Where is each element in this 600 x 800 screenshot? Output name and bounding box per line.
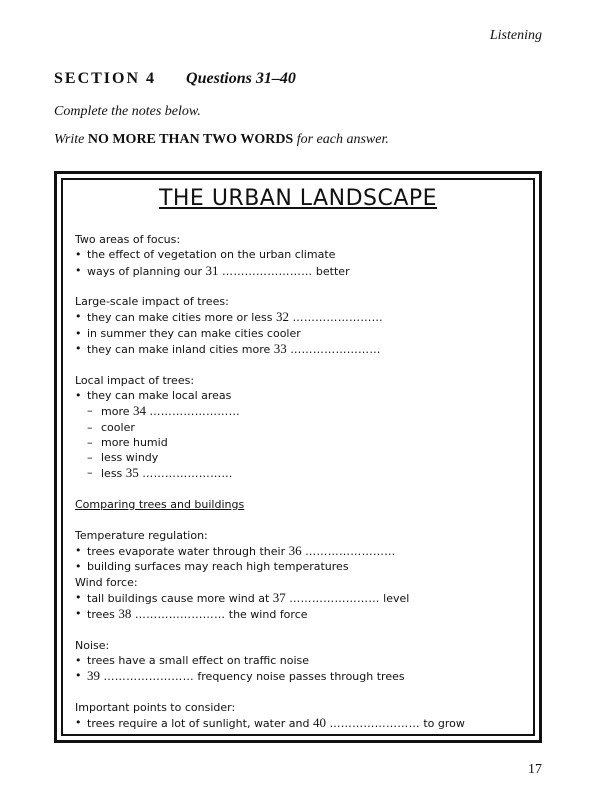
local-dash-1 bbox=[75, 403, 529, 419]
local-dash-4: – less windy bbox=[75, 450, 529, 465]
large-scale-heading: Large-scale impact of trees: bbox=[75, 295, 229, 309]
answer-blank-38[interactable]: …………………… bbox=[134, 608, 226, 622]
text: tall buildings cause more wind at bbox=[87, 591, 273, 605]
question-number-37: 37 bbox=[272, 589, 286, 605]
focus-heading: Two areas of focus: bbox=[75, 233, 181, 246]
noise-bullet-1: • trees have a small effect on traffic noise bbox=[75, 653, 529, 668]
question-number-35: 35 bbox=[125, 465, 139, 481]
text: better bbox=[312, 264, 350, 278]
text: to grow bbox=[419, 717, 465, 731]
local-dash-3: – more humid bbox=[75, 435, 529, 450]
temperature-bullet-1 bbox=[75, 543, 529, 559]
instruction-word-limit bbox=[54, 132, 389, 148]
text: ways of planning our bbox=[87, 264, 206, 278]
question-number-31: 31 bbox=[205, 262, 219, 278]
focus-bullet-2 bbox=[75, 263, 529, 279]
section-title: SECTION 4 bbox=[54, 70, 157, 87]
local-heading: Local impact of trees: bbox=[75, 373, 195, 387]
local-dash-5 bbox=[75, 465, 529, 481]
wind-heading: Wind force: bbox=[75, 575, 138, 589]
questions-range: Questions 31–40 bbox=[186, 70, 296, 87]
temperature-bullet-2: • building surfaces may reach high temperatures bbox=[75, 559, 529, 574]
text: trees evaporate water through their bbox=[87, 544, 289, 558]
large-scale-bullet-3 bbox=[75, 341, 529, 357]
instruction-complete: Complete the notes below. bbox=[54, 104, 201, 119]
large-scale-bullet-2: • in summer they can make cities cooler bbox=[75, 326, 529, 341]
question-number-34: 34 bbox=[133, 403, 146, 419]
answer-blank-34[interactable]: …………………… bbox=[149, 405, 240, 419]
important-heading: Important points to consider: bbox=[75, 700, 236, 714]
text: they can make inland cities more bbox=[87, 343, 274, 357]
answer-blank-35[interactable]: …………………… bbox=[142, 467, 233, 481]
question-number-40: 40 bbox=[312, 715, 326, 731]
focus-bullet-1: • the effect of vegetation on the urban climate bbox=[75, 247, 529, 262]
wind-bullet-1 bbox=[75, 590, 529, 606]
instruction-bold: NO MORE THAN TWO WORDS bbox=[87, 132, 294, 147]
question-number-38: 38 bbox=[118, 606, 132, 622]
instruction-pre: Write bbox=[54, 132, 88, 147]
notes-content bbox=[75, 232, 529, 732]
section-heading bbox=[54, 70, 296, 88]
answer-blank-31[interactable]: …………………… bbox=[222, 264, 313, 278]
notes-title: THE URBAN LANDSCAPE bbox=[158, 186, 438, 211]
answer-blank-40[interactable]: …………………… bbox=[329, 717, 420, 731]
temperature-heading: Temperature regulation: bbox=[75, 528, 208, 542]
question-number-39: 39 bbox=[87, 668, 100, 684]
text: they can make cities more or less bbox=[87, 311, 277, 325]
instruction-post: for each answer. bbox=[293, 132, 389, 147]
text: less bbox=[101, 467, 126, 481]
text: more bbox=[101, 405, 133, 419]
text: frequency noise passes through trees bbox=[193, 670, 405, 684]
wind-bullet-2 bbox=[75, 606, 529, 622]
answer-blank-37[interactable]: …………………… bbox=[289, 591, 380, 605]
question-number-36: 36 bbox=[288, 542, 302, 558]
text: the wind force bbox=[225, 608, 308, 622]
answer-blank-36[interactable]: …………………… bbox=[305, 544, 396, 558]
answer-blank-39[interactable]: …………………… bbox=[103, 670, 194, 684]
header-label: Listening bbox=[489, 28, 542, 43]
large-scale-bullet-1 bbox=[75, 309, 529, 325]
text: trees require a lot of sunlight, water and bbox=[87, 717, 313, 731]
comparing-heading: Comparing trees and buildings bbox=[75, 498, 245, 512]
text: level bbox=[379, 591, 410, 605]
notes-box bbox=[54, 171, 542, 743]
local-bullet-1: • they can make local areas bbox=[75, 388, 529, 403]
page-number: 17 bbox=[528, 762, 542, 777]
answer-blank-33[interactable]: …………………… bbox=[290, 343, 381, 357]
noise-heading: Noise: bbox=[75, 638, 110, 652]
question-number-32: 32 bbox=[276, 309, 290, 325]
important-bullet-1 bbox=[75, 715, 529, 731]
question-number-33: 33 bbox=[273, 341, 287, 357]
text: trees bbox=[87, 608, 119, 622]
noise-bullet-2 bbox=[75, 668, 529, 684]
local-dash-2: – cooler bbox=[75, 420, 529, 435]
answer-blank-32[interactable]: …………………… bbox=[292, 311, 383, 325]
